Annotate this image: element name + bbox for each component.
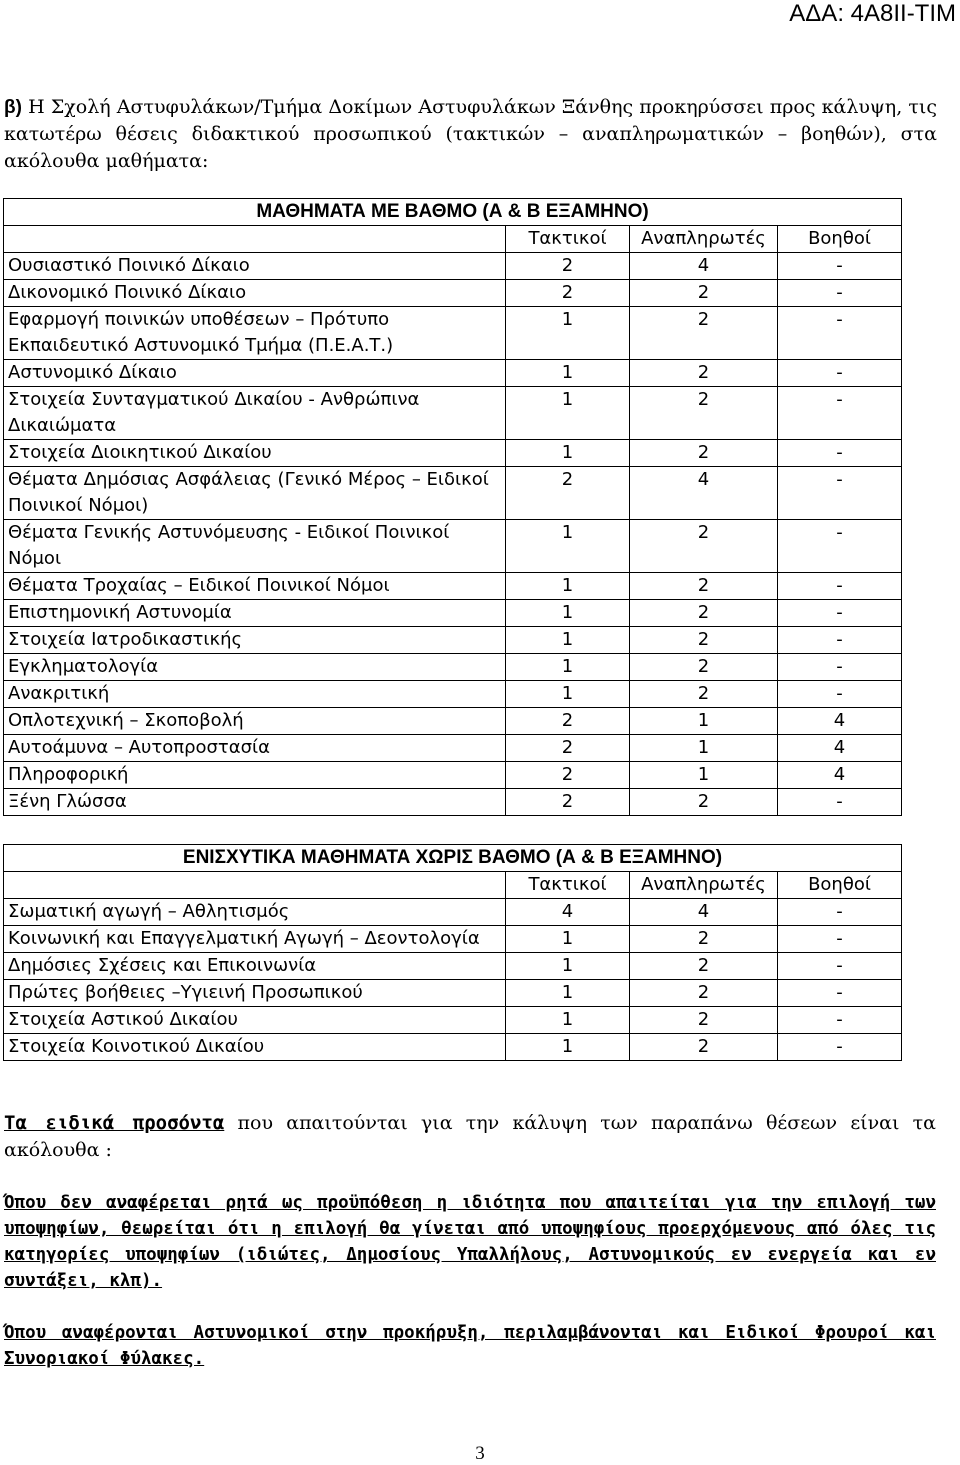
- supplementary-courses-table: [3, 844, 902, 1061]
- cell-substitute: 2: [630, 627, 778, 654]
- cell-substitute: 2: [630, 520, 778, 573]
- table-row: [4, 1034, 902, 1061]
- cell-subject: Εφαρμογή ποινικών υποθέσεων – Πρότυπο Εκπαιδευτικό Αστυνομικό Τμήμα (Π.Ε.Α.Τ.): [4, 307, 506, 360]
- cell-subject: Στοιχεία Συνταγματικού Δικαίου - Ανθρώπινα Δικαιώματα: [4, 387, 506, 440]
- graded-courses-table: [3, 198, 902, 816]
- cell-subject: Θέματα Δημόσιας Ασφάλειας (Γενικό Μέρος – Ειδικοί Ποινικοί Νόμοι): [4, 467, 506, 520]
- table-row: [4, 520, 902, 573]
- cell-assistant: 4: [778, 735, 902, 762]
- note-candidates: Όπου δεν αναφέρεται ρητά ως προϋπόθεση η ιδιότητα που απαιτείται για την επιλογή των υποψηφίων, θεωρείται ότι η επιλογή θα γίνεται από υποψηφίους προερχόμενους από όλες τις κατηγορίες υποψηφίων (ιδιώτες, Δημοσίους Υπαλλήλους, Αστυνομικούς εν ενεργεία και εν συντάξει, κλπ).: [4, 1193, 936, 1291]
- cell-assistant: -: [778, 520, 902, 573]
- cell-assistant: -: [778, 1007, 902, 1034]
- cell-regular: 1: [506, 654, 630, 681]
- ada-code: ΑΔΑ: 4Α8ΙΙ-ΤΙΜ: [789, 0, 956, 27]
- cell-substitute: 1: [630, 762, 778, 789]
- cell-substitute: 4: [630, 899, 778, 926]
- cell-subject: Δημόσιες Σχέσεις και Επικοινωνία: [4, 953, 506, 980]
- cell-substitute: 2: [630, 654, 778, 681]
- cell-assistant: -: [778, 1034, 902, 1061]
- cell-assistant: -: [778, 654, 902, 681]
- table-row: [4, 360, 902, 387]
- table-title: ΜΑΘΗΜΑΤΑ ΜΕ ΒΑΘΜΟ (Α & Β ΕΞΑΜΗΝΟ): [4, 199, 902, 226]
- cell-regular: 1: [506, 627, 630, 654]
- table-title: ΕΝΙΣΧΥΤΙΚΑ ΜΑΘΗΜΑΤΑ ΧΩΡΙΣ ΒΑΘΜΟ (Α & Β ΕΞΑΜΗΝΟ): [4, 845, 902, 872]
- cell-subject: Εγκληματολογία: [4, 654, 506, 681]
- table-row: [4, 387, 902, 440]
- cell-regular: 1: [506, 926, 630, 953]
- cell-substitute: 2: [630, 980, 778, 1007]
- cell-regular: 2: [506, 789, 630, 816]
- cell-assistant: -: [778, 467, 902, 520]
- cell-subject: Αυτοάμυνα – Αυτοπροστασία: [4, 735, 506, 762]
- cell-assistant: -: [778, 789, 902, 816]
- cell-assistant: -: [778, 387, 902, 440]
- cell-assistant: -: [778, 627, 902, 654]
- cell-substitute: 1: [630, 735, 778, 762]
- cell-substitute: 4: [630, 253, 778, 280]
- table-row: [4, 1007, 902, 1034]
- cell-assistant: -: [778, 600, 902, 627]
- cell-subject: Στοιχεία Κοινοτικού Δικαίου: [4, 1034, 506, 1061]
- cell-regular: 1: [506, 1034, 630, 1061]
- cell-assistant: -: [778, 926, 902, 953]
- cell-substitute: 2: [630, 789, 778, 816]
- table-row: [4, 762, 902, 789]
- intro-label: β): [4, 97, 22, 118]
- cell-assistant: -: [778, 953, 902, 980]
- cell-assistant: -: [778, 681, 902, 708]
- table-row: [4, 440, 902, 467]
- table-row: [4, 708, 902, 735]
- table-row: [4, 789, 902, 816]
- table-row: [4, 926, 902, 953]
- header-regular: Τακτικοί: [506, 226, 630, 253]
- cell-regular: 4: [506, 899, 630, 926]
- cell-substitute: 2: [630, 360, 778, 387]
- cell-subject: Οπλοτεχνική – Σκοποβολή: [4, 708, 506, 735]
- cell-subject: Θέματα Τροχαίας – Ειδικοί Ποινικοί Νόμοι: [4, 573, 506, 600]
- cell-regular: 2: [506, 762, 630, 789]
- cell-subject: Επιστημονική Αστυνομία: [4, 600, 506, 627]
- cell-substitute: 2: [630, 280, 778, 307]
- cell-assistant: -: [778, 307, 902, 360]
- header-assistant: Βοηθοί: [778, 226, 902, 253]
- cell-assistant: -: [778, 360, 902, 387]
- table-row: [4, 467, 902, 520]
- table-row: [4, 899, 902, 926]
- cell-assistant: 4: [778, 708, 902, 735]
- table-row: [4, 253, 902, 280]
- cell-subject: Πληροφορική: [4, 762, 506, 789]
- table-row: [4, 307, 902, 360]
- cell-regular: 1: [506, 360, 630, 387]
- table-row: [4, 654, 902, 681]
- table-row: [4, 280, 902, 307]
- header-substitute: Αναπληρωτές: [630, 226, 778, 253]
- qualifications-text: που απαιτούνται για την κάλυψη των παραπάνω θέσεων είναι τα ακόλουθα :: [4, 1112, 937, 1161]
- cell-assistant: -: [778, 280, 902, 307]
- cell-assistant: -: [778, 440, 902, 467]
- cell-substitute: 2: [630, 573, 778, 600]
- cell-subject: Ξένη Γλώσσα: [4, 789, 506, 816]
- cell-subject: Στοιχεία Αστικού Δικαίου: [4, 1007, 506, 1034]
- qualifications-lead: Τα ειδικά προσόντα: [4, 1112, 225, 1134]
- table-row: [4, 627, 902, 654]
- cell-regular: 2: [506, 708, 630, 735]
- cell-regular: 2: [506, 467, 630, 520]
- cell-substitute: 1: [630, 708, 778, 735]
- cell-assistant: -: [778, 253, 902, 280]
- cell-regular: 1: [506, 573, 630, 600]
- cell-regular: 2: [506, 253, 630, 280]
- qualifications-paragraph: [4, 1110, 936, 1164]
- table-row: [4, 735, 902, 762]
- cell-subject: Σωματική αγωγή – Αθλητισμός: [4, 899, 506, 926]
- cell-assistant: 4: [778, 762, 902, 789]
- cell-regular: 2: [506, 735, 630, 762]
- cell-substitute: 2: [630, 953, 778, 980]
- cell-substitute: 2: [630, 307, 778, 360]
- cell-regular: 1: [506, 440, 630, 467]
- cell-subject: Κοινωνική και Επαγγελματική Αγωγή – Δεοντολογία: [4, 926, 506, 953]
- cell-substitute: 2: [630, 387, 778, 440]
- cell-assistant: -: [778, 980, 902, 1007]
- cell-subject: Στοιχεία Ιατροδικαστικής: [4, 627, 506, 654]
- cell-substitute: 4: [630, 467, 778, 520]
- cell-regular: 1: [506, 953, 630, 980]
- intro-text: Η Σχολή Αστυφυλάκων/Τμήμα Δοκίμων Αστυφυλάκων Ξάνθης προκηρύσσει προς κάλυψη, τις κατωτέρω θέσεις διδακτικού προσωπικού (τακτικών – αναπληρωματικών – βοηθών), στα ακόλουθα μαθήματα:: [4, 96, 937, 172]
- cell-regular: 1: [506, 520, 630, 573]
- cell-subject: Δικονομικό Ποινικό Δίκαιο: [4, 280, 506, 307]
- cell-subject: Πρώτες βοήθειες –Υγιεινή Προσωπικού: [4, 980, 506, 1007]
- table-row: [4, 573, 902, 600]
- header-substitute: Αναπληρωτές: [630, 872, 778, 899]
- cell-substitute: 2: [630, 1007, 778, 1034]
- table-body: [4, 253, 902, 816]
- header-regular: Τακτικοί: [506, 872, 630, 899]
- cell-regular: 1: [506, 387, 630, 440]
- table-row: [4, 953, 902, 980]
- header-assistant: Βοηθοί: [778, 872, 902, 899]
- cell-substitute: 2: [630, 600, 778, 627]
- table-row: [4, 980, 902, 1007]
- cell-subject: Θέματα Γενικής Αστυνόμευσης - Ειδικοί Ποινικοί Νόμοι: [4, 520, 506, 573]
- cell-regular: 1: [506, 600, 630, 627]
- table-row: [4, 600, 902, 627]
- table-row: [4, 681, 902, 708]
- cell-subject: Στοιχεία Διοικητικού Δικαίου: [4, 440, 506, 467]
- cell-assistant: -: [778, 899, 902, 926]
- cell-substitute: 2: [630, 926, 778, 953]
- cell-subject: Ανακριτική: [4, 681, 506, 708]
- cell-substitute: 2: [630, 681, 778, 708]
- table-body: [4, 899, 902, 1061]
- cell-assistant: -: [778, 573, 902, 600]
- cell-regular: 1: [506, 307, 630, 360]
- cell-subject: Ουσιαστικό Ποινικό Δίκαιο: [4, 253, 506, 280]
- cell-regular: 1: [506, 1007, 630, 1034]
- cell-substitute: 2: [630, 440, 778, 467]
- intro-paragraph: [4, 94, 937, 175]
- cell-regular: 1: [506, 681, 630, 708]
- cell-regular: 2: [506, 280, 630, 307]
- note-police: Όπου αναφέρονται Αστυνομικοί στην προκήρυξη, περιλαμβάνονται και Ειδικοί Φρουροί και Συνοριακοί Φύλακες.: [4, 1323, 936, 1369]
- header-blank: [4, 872, 506, 899]
- cell-subject: Αστυνομικό Δίκαιο: [4, 360, 506, 387]
- cell-regular: 1: [506, 980, 630, 1007]
- header-blank: [4, 226, 506, 253]
- page-number: 3: [475, 1443, 485, 1464]
- cell-substitute: 2: [630, 1034, 778, 1061]
